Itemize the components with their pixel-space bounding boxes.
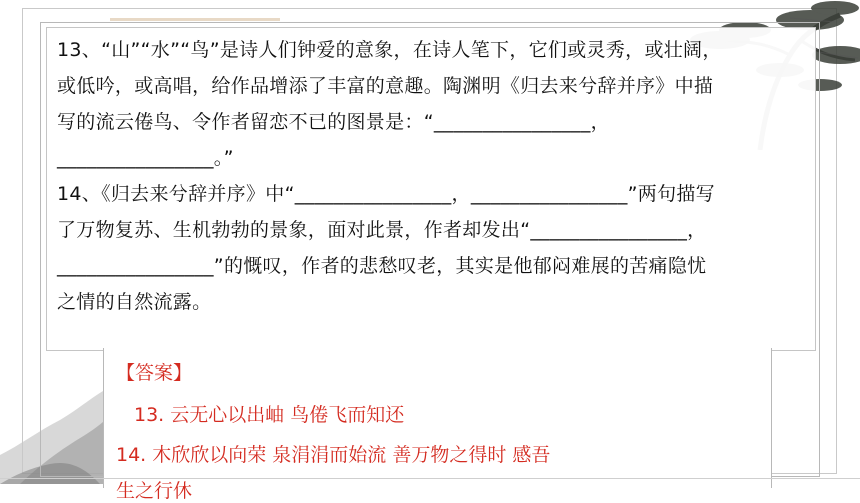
question-line: 了万物复苏、生机勃勃的景象，面对此景，作者却发出“________________， xyxy=(57,219,707,241)
question-line: 之情的自然流露。 xyxy=(57,291,212,313)
question-line: 写的流云倦鸟、令作者留恋不已的图景是：“________________， xyxy=(57,111,610,133)
question-line: 14、《归去来兮辞并序》中“________________，________________”两句描写 xyxy=(57,183,715,205)
answer-line-13: 13. 云无心以出岫 鸟倦飞而知还 xyxy=(134,404,405,426)
decorative-bar xyxy=(110,18,280,21)
answer-heading: 【答案】 xyxy=(116,362,193,384)
answer-line-14-cont: 生之行休 xyxy=(116,480,193,502)
question-panel xyxy=(46,27,816,351)
bottom-divider xyxy=(0,478,860,479)
question-text xyxy=(57,32,807,320)
question-line: ________________。” xyxy=(57,147,234,169)
question-line: 13、“山”“水”“鸟”是诗人们钟爱的意象，在诗人笔下，它们或灵秀，或壮阔， xyxy=(57,39,722,61)
answer-panel xyxy=(103,348,772,502)
question-line: ________________”的慨叹，作者的悲愁叹老，其实是他郁闷难展的苦痛隐忧 xyxy=(57,255,707,277)
answer-line-14: 14. 木欣欣以向荣 泉涓涓而始流 善万物之得时 感吾 xyxy=(116,444,551,466)
question-line: 或低吟，或高唱，给作品增添了丰富的意趣。陶渊明《归去来兮辞并序》中描 xyxy=(57,75,714,97)
